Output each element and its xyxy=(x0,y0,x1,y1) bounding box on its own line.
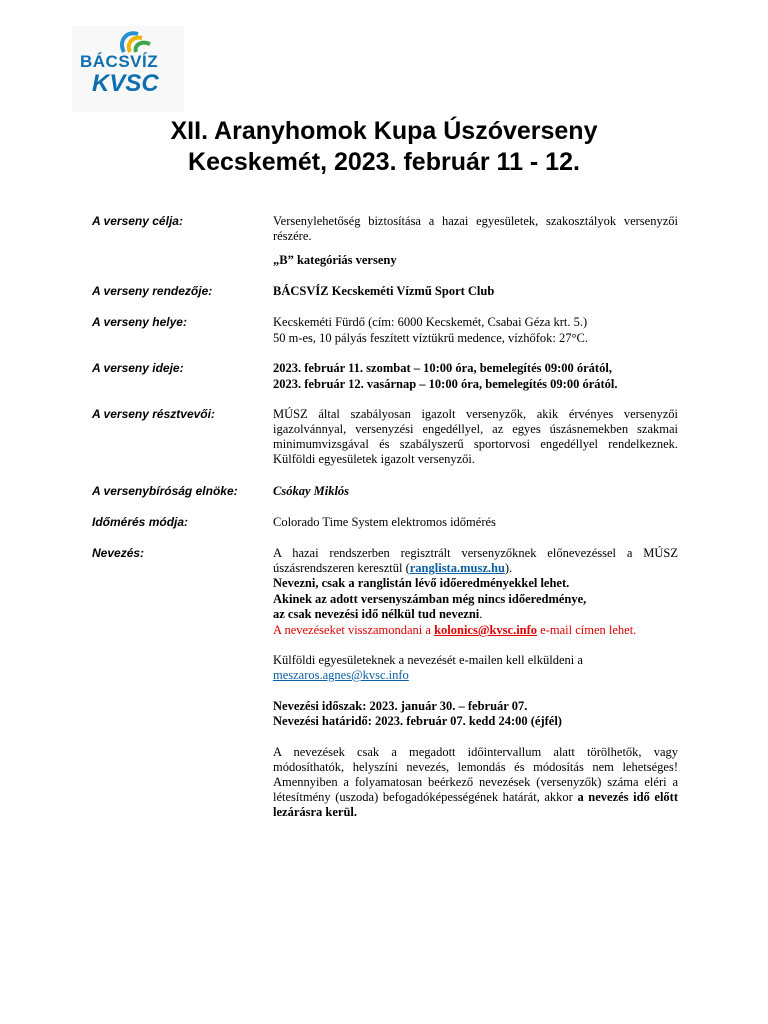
nevezes-deadline: Nevezési határidő: 2023. február 07. kedd 24:00 (éjfél) xyxy=(273,714,562,728)
nevezes-foreign: Külföldi egyesületeknek a nevezését e-mailen kell elküldeni a xyxy=(273,653,583,667)
rendezo-text: BÁCSVÍZ Kecskeméti Vízmű Sport Club xyxy=(273,284,495,298)
helye-line2: 50 m-es, 10 pályás feszített víztükrű medence, vízhőfok: 27°C. xyxy=(273,331,588,345)
label-elnok: A versenybíróság elnöke: xyxy=(92,484,238,498)
label-nevezes: Nevezés: xyxy=(92,546,145,560)
label-helye: A verseny helye: xyxy=(92,315,187,329)
nevezes-p1 xyxy=(273,546,678,576)
nevezes-bold3 xyxy=(273,607,678,622)
nevezes-p1-b: ). xyxy=(504,561,513,575)
cel-category: „B” kategóriás verseny xyxy=(273,253,397,267)
logo-swirl-icon xyxy=(116,28,156,54)
logo-name: BÁCSVÍZ xyxy=(80,52,159,71)
cel-text: Versenylehetőség biztosítása a hazai egyesületek, szakosztályok versenyzői részére. xyxy=(273,214,678,243)
title-line1: XII. Aranyhomok Kupa Úszóverseny xyxy=(170,117,598,145)
nevezes-bold2: Akinek az adott versenyszámban még nincs időeredménye, xyxy=(273,592,587,606)
meszaros-email-link[interactable]: meszaros.agnes@kvsc.info xyxy=(273,668,409,682)
label-ideje: A verseny ideje: xyxy=(92,361,184,375)
nevezes-foreign-link-wrap xyxy=(273,668,678,683)
ideje-line2: 2023. február 12. vasárnap – 10:00 óra, bemelegítés 09:00 órától. xyxy=(273,377,618,391)
label-resztvevoi: A verseny résztvevői: xyxy=(92,407,215,421)
ranglista-link[interactable]: ranglista.musz.hu xyxy=(409,561,505,575)
label-idomeres: Időmérés módja: xyxy=(92,515,189,529)
nevezes-bold1: Nevezni, csak a ranglistán lévő időeredményekkel lehet. xyxy=(273,576,570,590)
elnok-text: Csókay Miklós xyxy=(273,484,350,498)
nevezes-period: Nevezési időszak: 2023. január 30. – február 07. xyxy=(273,699,528,713)
idomeres-text: Colorado Time System elektromos időmérés xyxy=(273,515,496,529)
label-cel: A verseny célja: xyxy=(92,214,183,228)
ideje-line1: 2023. február 11. szombat – 10:00 óra, bemelegítés 09:00 órától, xyxy=(273,361,612,375)
nevezes-cancel-b: e-mail címen lehet. xyxy=(537,623,637,637)
nevezes-bold3-text: az csak nevezési idő nélkül tud nevezni xyxy=(273,607,480,621)
label-rendezo: A verseny rendezője: xyxy=(92,284,213,298)
nevezes-p1-a: A hazai rendszerben regisztrált versenyzőknek előnevezéssel a MÚSZ úszásrendszeren keresztül ( xyxy=(273,546,678,575)
nevezes-bold3-end: . xyxy=(479,607,483,621)
nevezes-cancel xyxy=(273,623,678,638)
helye-line1: Kecskeméti Fürdő (cím: 6000 Kecskemét, Csabai Géza krt. 5.) xyxy=(273,315,588,329)
nevezes-last-a: A nevezések csak a megadott időintervallum alatt törölhetők, vagy módosíthatók, helyszíni nevezés, lemondás és módosítás nem lehetséges! Amennyiben a folyamatosan beérkező nevezések (versenyzők) száma eléri a létesítmény (uszoda) befogadóképességének határát, akkor xyxy=(273,745,678,804)
resztvevoi-text: MÚSZ által szabályosan igazolt versenyzők, akik érvényes versenyzői igazolvánnyal, versenyzési engedéllyel, az egyes úszásnemekben szakmai minimumvizsgával és szabályszerű sportorvosi engedéllyel rendelkeznek. Külföldi egyesületek igazolt versenyzői. xyxy=(273,407,678,466)
logo-sub: KVSC xyxy=(92,70,159,97)
kolonics-email-link[interactable]: kolonics@kvsc.info xyxy=(434,623,538,637)
nevezes-last-b: a nevezés idő előtt lezárásra kerül. xyxy=(273,790,678,819)
nevezes-cancel-a: A nevezéseket visszamondani a xyxy=(273,623,435,637)
title-line2: Kecskemét, 2023. február 11 - 12. xyxy=(188,148,580,176)
nevezes-last xyxy=(273,745,678,820)
bacsviz-kvsc-logo xyxy=(72,26,184,112)
